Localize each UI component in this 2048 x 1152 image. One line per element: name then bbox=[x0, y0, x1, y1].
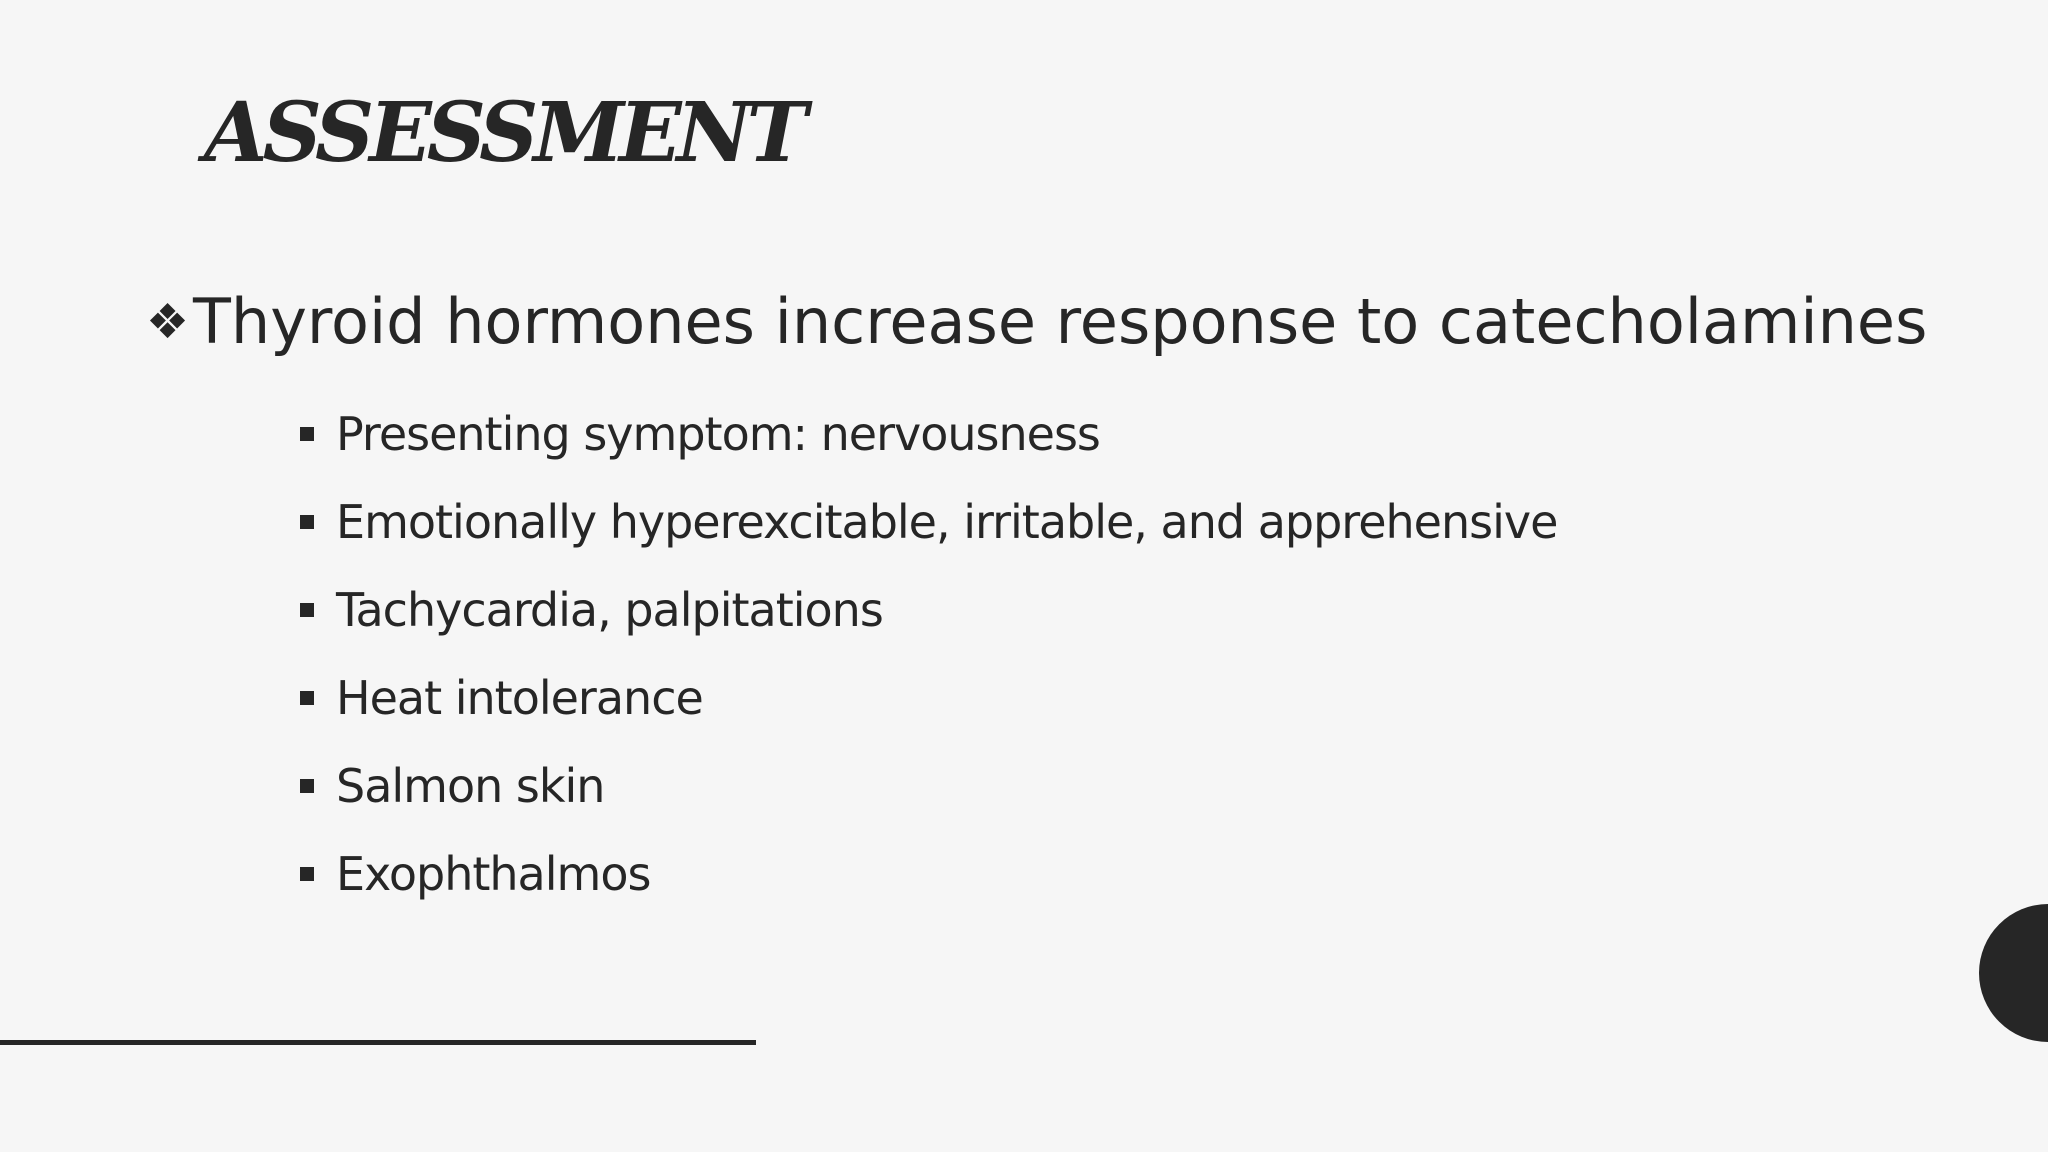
sub-bullet-text: Presenting symptom: nervousness bbox=[336, 407, 1100, 461]
sub-bullet-text: Exophthalmos bbox=[336, 847, 651, 901]
main-bullet-text: Thyroid hormones increase response to catecholamines bbox=[193, 285, 1928, 358]
square-bullet-icon bbox=[300, 427, 314, 441]
main-bullet bbox=[146, 282, 1927, 362]
square-bullet-icon bbox=[300, 779, 314, 793]
sub-bullet-item bbox=[300, 478, 1557, 566]
square-bullet-icon bbox=[300, 867, 314, 881]
decorative-circle bbox=[1979, 904, 2048, 1042]
square-bullet-icon bbox=[300, 691, 314, 705]
sub-bullet-item bbox=[300, 654, 1557, 742]
four-diamond-bullet-icon: ❖ bbox=[146, 294, 190, 350]
square-bullet-icon bbox=[300, 603, 314, 617]
sub-bullet-text: Emotionally hyperexcitable, irritable, and apprehensive bbox=[336, 495, 1558, 549]
sub-bullet-text: Tachycardia, palpitations bbox=[336, 583, 883, 637]
sub-bullet-item bbox=[300, 830, 1557, 918]
sub-bullet-text: Heat intolerance bbox=[336, 671, 703, 725]
sub-bullet-text: Salmon skin bbox=[336, 759, 605, 813]
decorative-divider-line bbox=[0, 1040, 756, 1045]
sub-bullet-item bbox=[300, 566, 1557, 654]
sub-bullet-item bbox=[300, 390, 1557, 478]
slide-title: ASSESSMENT bbox=[204, 85, 803, 181]
square-bullet-icon bbox=[300, 515, 314, 529]
sub-bullet-list bbox=[300, 390, 1557, 918]
sub-bullet-item bbox=[300, 742, 1557, 830]
